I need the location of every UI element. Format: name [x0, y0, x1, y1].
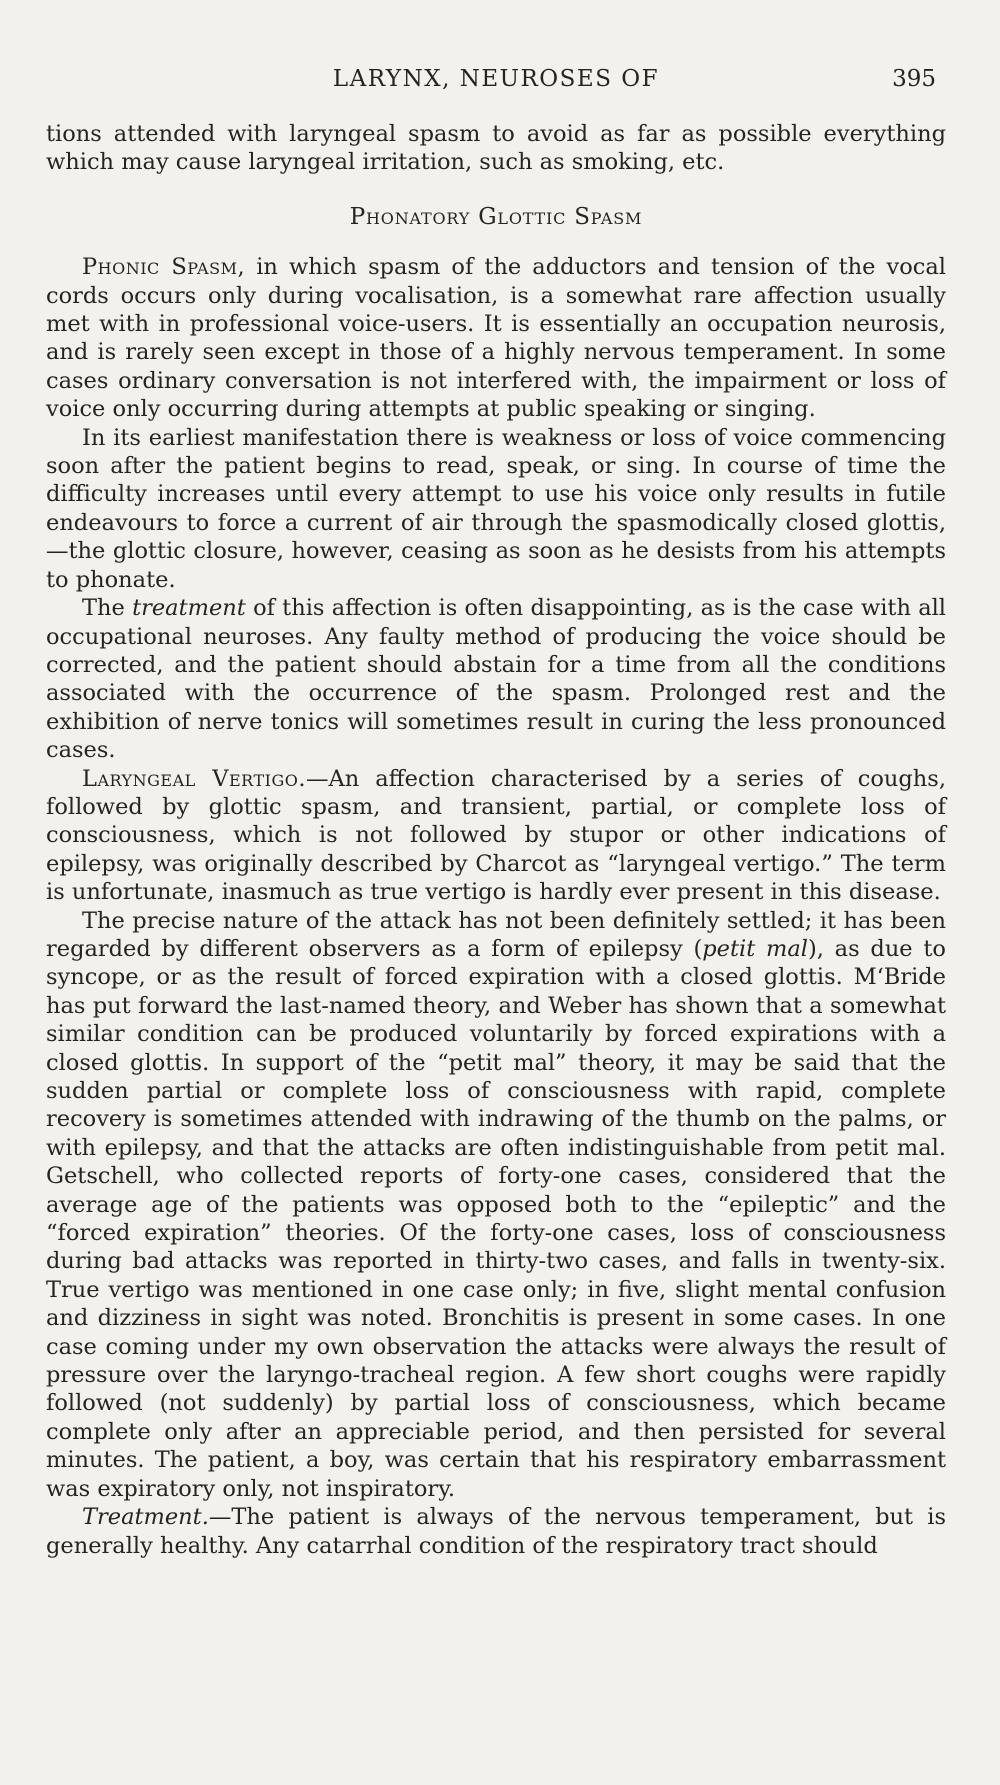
paragraph-emphasis: treatment [132, 595, 246, 622]
running-head [46, 62, 946, 102]
paragraph-pre: The [82, 595, 133, 622]
paragraph-treatment-vertigo [46, 1503, 946, 1560]
paragraph-emphasis: petit mal [702, 935, 808, 962]
paragraph-emphasis: Treatment. [82, 1504, 209, 1531]
paragraph-earliest-manifestation [46, 424, 946, 594]
paragraph-text: in which spasm of the adductors and tension of the vocal cords occurs only during vocalisation, is a somewhat rare affection usually met with in professional voice-users. It is essentially an occupation neurosis, and is rarely seen except in those of a highly nervous temperament. In some cases ordinary conversation is not interfered with, the impairment or loss of voice only occurring during attempts at public speaking or singing. [46, 254, 947, 423]
paragraph-text: of this affection is often disappointing, as is the case with all occupational neuroses. Any faulty method of producing the voice should be corrected, and the patient should abstain for a time from all the conditions associated with the occurrence of the spasm. Prolonged rest and the exhibition of nerve tonics will sometimes result in curing the less pronounced cases. [46, 595, 947, 764]
paragraph-text: In its earliest manifestation there is weakness or loss of voice commencing soon after the patient begins to read, speak, or sing. In course of time the difficulty increases until every attempt to use his voice only results in futile endeavours to force a current of air through the spasmodically closed glottis,—the glottic closure, however, ceasing as soon as he desists from his attempts to phonate. [46, 424, 946, 593]
paragraph-text: ), as due to syncope, or as the result of forced expiration with a closed glottis. M‘Bride has put forward the last-named theory, and Weber has shown that a somewhat similar condition can be produced voluntarily by forced expirations with a closed glottis. In support of the “petit mal” theory, it may be said that the sudden partial or complete loss of consciousness with rapid, complete recovery is sometimes attended with indrawing of the thumb on the palms, or with epilepsy, and that the attacks are often indistinguishable from petit mal. Getschell, who collected reports of forty-one cases, considered that the average age of the patients was opposed both to the “epileptic” and the “forced expiration” theories. Of the forty-one cases, loss of consciousness during bad attacks was reported in thirty-two cases, and falls in twenty-six. True vertigo was mentioned in one case only; in five, slight mental confusion and dizziness in sight was noted. Bronchitis is present in some cases. In one case coming under my own observation the attacks were always the result of pressure over the laryngo-tracheal region. A few short coughs were rapidly followed (not suddenly) by partial loss of consciousness, which became complete only after an appreciable period, and then persisted for several minutes. The patient, a boy, was certain that his respiratory embarrassment was expiratory only, not inspiratory. [46, 935, 946, 1502]
paragraph-lead: Phonic Spasm, [82, 254, 246, 281]
paragraph-text: —The patient is always of the nervous temperament, but is generally healthy. Any catarrhal condition of the respiratory tract should [46, 1504, 946, 1559]
paragraph-pre: The precise nature of the attack has not been definitely settled; it has been regarded by different observers as a form of epilepsy ( [46, 907, 946, 962]
body-text [46, 120, 946, 1560]
section-heading: Phonatory Glottic Spasm [349, 203, 643, 230]
page-number: 395 [892, 66, 936, 92]
running-title: LARYNX, NEUROSES OF [332, 66, 660, 92]
paragraph-treatment [46, 594, 946, 764]
paragraph-precise-nature [46, 907, 946, 1504]
paragraph-phonic-spasm [46, 253, 946, 423]
paragraph-text: —An affection characterised by a series of coughs, followed by glottic spasm, and transient, partial, or complete loss of consciousness, which is not followed by stupor or other indications of epilepsy, was originally described by Charcot as “laryngeal vertigo.” The term is unfortunate, inasmuch as true vertigo is hardly ever present in this disease. [46, 765, 946, 906]
paragraph-laryngeal-vertigo [46, 765, 946, 907]
paragraph-continuation [46, 120, 946, 177]
paragraph-lead: Laryngeal Vertigo. [82, 765, 306, 792]
paragraph-text: tions attended with laryngeal spasm to avoid as far as possible everything which may cause laryngeal irritation, such as smoking, etc. [46, 121, 946, 176]
